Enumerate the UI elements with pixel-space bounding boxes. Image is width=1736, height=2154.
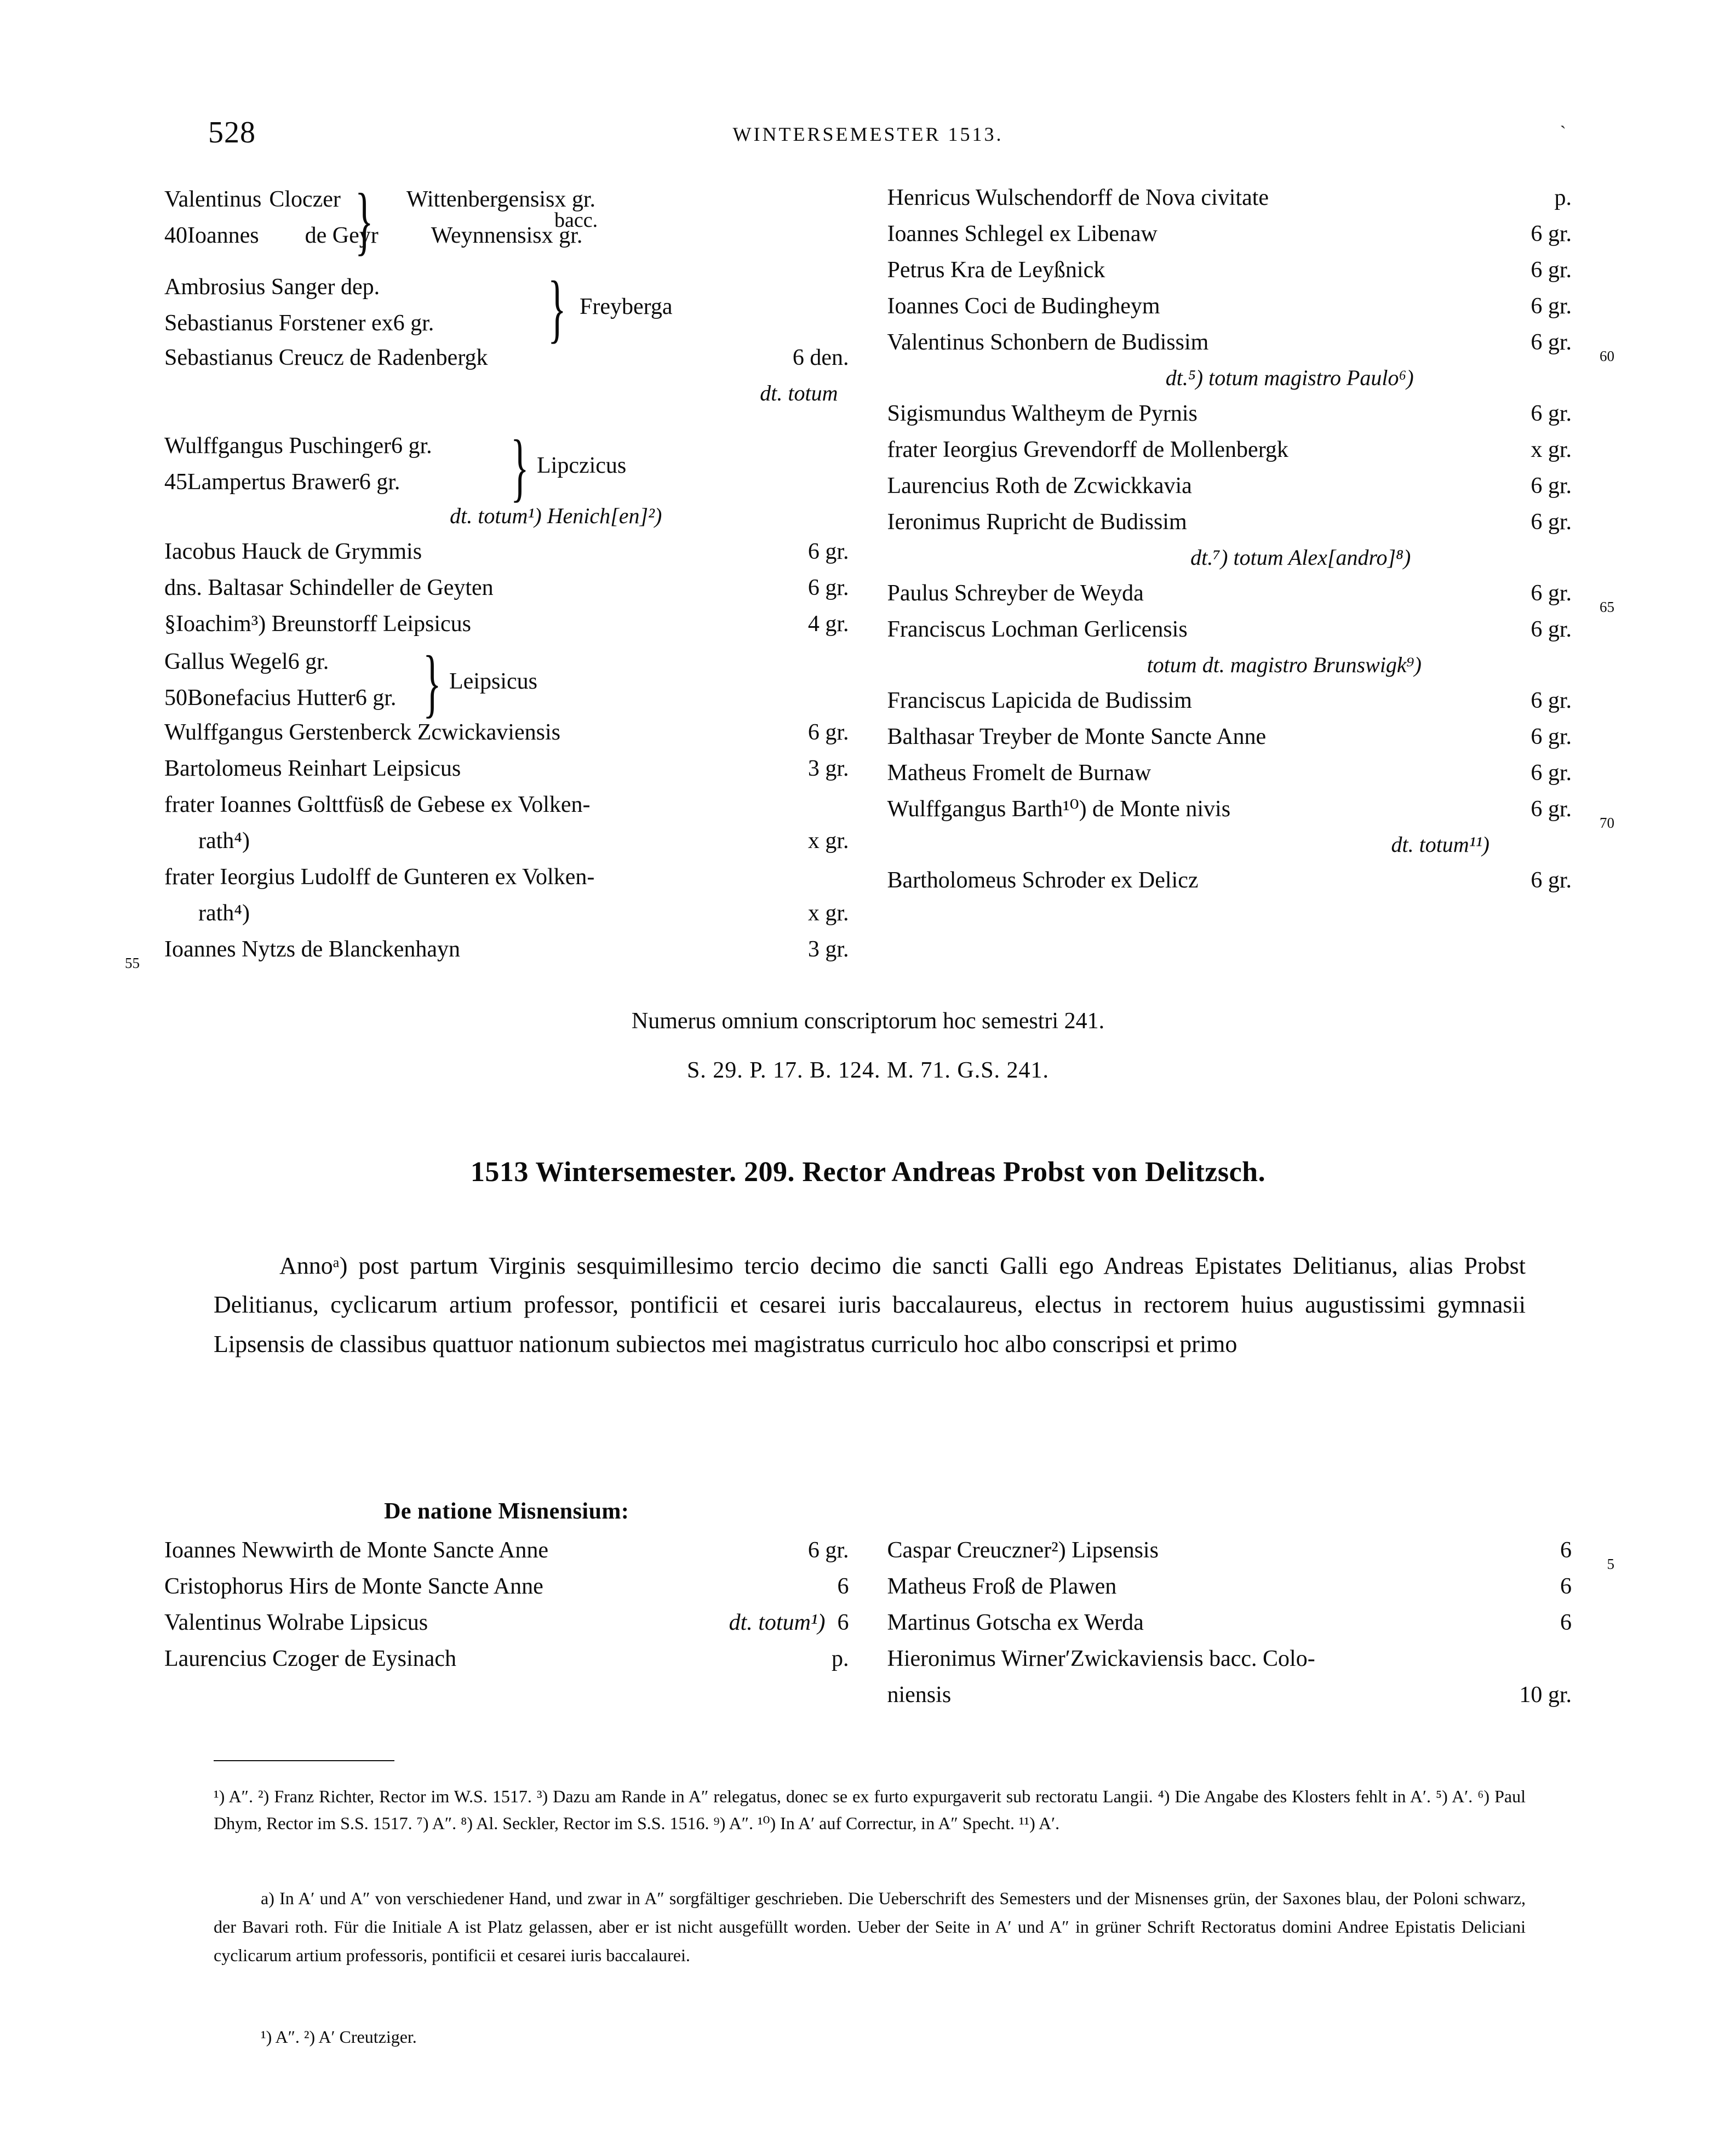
brace-icon: } — [355, 179, 374, 263]
entry-name: Sebastianus Forstener ex — [164, 311, 393, 336]
entry-fee: x gr. — [541, 223, 583, 248]
entry-name: dns. Baltasar Schindeller de Geyten — [164, 575, 494, 600]
line-number: 45 — [164, 469, 187, 495]
line-number: 40 — [164, 223, 187, 248]
matricula-entry — [887, 761, 1572, 798]
entry-name: Laurencius Roth de Zcwickkavia — [887, 473, 1192, 499]
entry-annotation: dt.⁷) totum Alex[andro]⁸) — [1190, 545, 1411, 570]
entry-name: frater Ieorgius Grevendorff de Mollenbergk — [887, 437, 1288, 462]
running-head — [0, 115, 1736, 148]
line-number: 5 — [1607, 1556, 1614, 1572]
entry-name: Petrus Kra de Leyßnick — [887, 257, 1105, 283]
entry-name: Ioannes Schlegel ex Libenaw — [887, 221, 1158, 247]
entry-fee: 3 gr. — [807, 937, 849, 962]
entry-fee: 6 den. — [792, 345, 849, 370]
entry-name: Hieronimus WirnerʹZwickaviensis bacc. Colo- — [887, 1646, 1315, 1671]
entry-fee: 6 — [837, 1574, 849, 1599]
entry-fee: 6 gr. — [1531, 617, 1572, 642]
entry-name: Valentinus Wolrabe Lipsicus — [164, 1610, 428, 1635]
line-number: 55 — [125, 955, 140, 971]
entry-annotation: dt. totum¹) — [729, 1610, 826, 1635]
running-title: WINTERSEMESTER 1513. — [732, 123, 1004, 145]
corner-mark: ` — [1560, 123, 1566, 143]
line-number: 50 — [164, 685, 187, 711]
entry-fee: x gr. — [807, 828, 849, 853]
entry-fee: 6 gr. — [391, 433, 432, 459]
summary-nations-line: S. 29. P. 17. B. 124. M. 71. G.S. 241. — [686, 1058, 1050, 1083]
matricula-entry — [164, 866, 849, 902]
natio-heading: De natione Misnensium: — [384, 1499, 629, 1524]
entry-fee: 6 gr. — [288, 649, 329, 674]
entry-name: §Ioachim³) Breunstorff Leipsicus — [164, 611, 472, 637]
entry-fee: 6 gr. — [807, 539, 849, 564]
matricula-entry — [164, 540, 849, 576]
entry-fee: p. — [1554, 185, 1572, 210]
entry-fee: 6 gr. — [1531, 724, 1572, 749]
brace-group-leipsicus — [164, 641, 849, 726]
entry-fee: 6 gr. — [1531, 294, 1572, 319]
line-number: 65 — [1600, 599, 1614, 615]
entry-fee: 6 gr. — [1531, 868, 1572, 893]
lower-list-columns — [0, 1498, 1736, 1720]
entry-annotation: dt.⁵) totum magistro Paulo⁶) — [1165, 365, 1414, 390]
entry-name: Lampertus Brawer — [187, 469, 359, 495]
brace-group-freyberga — [164, 267, 849, 351]
entry-name: Franciscus Lapicida de Budissim — [887, 688, 1192, 713]
entry-fee: 6 gr. — [1531, 760, 1572, 786]
entry-name: frater Ioannes Golttfüsß de Gebese ex Volken- — [164, 792, 591, 817]
entry-name: Ioannes — [187, 223, 259, 248]
matricula-entry — [887, 186, 1572, 222]
entry-name: Balthasar Treyber de Monte Sancte Anne — [887, 724, 1267, 749]
entry-name: Laurencius Czoger de Eysinach — [164, 1646, 456, 1671]
entry-name: Wulffgangus Puschinger — [164, 433, 391, 459]
matricula-entry — [887, 474, 1572, 511]
entry-brace-label: Lipczicus — [537, 453, 627, 478]
lower-left-column — [164, 1498, 849, 1720]
entry-name: Valentinus Schonbern de Budissim — [887, 330, 1209, 355]
lower-right-column — [887, 1498, 1614, 1720]
matricula-entry-continuation — [164, 902, 849, 938]
entry-name: Ioannes Nytzs de Blanckenhayn — [164, 937, 460, 962]
matricula-entry — [887, 618, 1572, 654]
entry-fee: 6 gr. — [1531, 473, 1572, 499]
matricula-entry — [164, 721, 849, 757]
matricula-entry — [887, 1611, 1572, 1647]
entry-fee: 6 gr. — [1531, 401, 1572, 426]
footnotes-lower-numbered: ¹) A″. ²) A′ Creutziger. — [261, 2027, 417, 2047]
entry-name: Sigismundus Waltheym de Pyrnis — [887, 401, 1198, 426]
line-number: 70 — [1600, 815, 1614, 831]
entry-name: Matheus Fromelt de Burnaw — [887, 760, 1151, 786]
matricula-entry — [887, 725, 1572, 761]
entry-name: rath⁴) — [198, 901, 250, 926]
column-spacer — [887, 1498, 1572, 1539]
matricula-entry — [164, 1611, 849, 1647]
matricula-entry — [164, 793, 849, 829]
entry-name: Bartolomeus Reinhart Leipsicus — [164, 756, 461, 781]
matricula-entry — [887, 295, 1572, 331]
entry-annotation: dt. totum¹) Henich[en]²) — [450, 503, 662, 528]
entry-fee: 6 — [1560, 1610, 1572, 1635]
entry-annotation: dt. totum — [760, 381, 838, 405]
entry-fee: 6 gr. — [355, 685, 397, 711]
matricula-entry — [887, 222, 1572, 259]
matricula-entry — [887, 402, 1572, 438]
entry-fee: 6 gr. — [1531, 330, 1572, 355]
matricula-entry — [887, 259, 1572, 295]
entry-fee: 6 gr. — [807, 720, 849, 745]
brace-group-geyr — [164, 179, 849, 263]
entry-name: Wulffgangus Barth¹⁰) de Monte nivis — [887, 797, 1231, 822]
entry-name: Iacobus Hauck de Grymmis — [164, 539, 422, 564]
matricula-columns — [0, 179, 1736, 974]
entry-brace-label: Freyberga — [580, 294, 673, 319]
entry-name: Ieronimus Rupricht de Budissim — [887, 509, 1187, 535]
entry-place: Weynnensis — [431, 223, 542, 248]
matricula-entry — [164, 576, 849, 612]
entry-name: Paulus Schreyber de Weyda — [887, 581, 1144, 606]
entry-fee: x gr. — [807, 901, 849, 926]
matricula-entry — [164, 1575, 849, 1611]
matricula-entry — [164, 757, 849, 793]
entry-name: rath⁴) — [198, 828, 250, 853]
rector-preamble-paragraph: Annoᵃ) post partum Virginis sesquimillesimo tercio decimo die sancti Galli ego Andreas Epistates Delitianus, alias Probst Delitianus, cyclicarum artium professor, pontificii et cesarei iuris baccalaureus, electus in rectorem huius augustissimi gymnasii Lipsensis de classibus quattuor nationum subiectos mei magistratus curriculo hoc albo conscripsi et primo — [214, 1252, 1526, 1357]
matricula-entry — [887, 581, 1614, 618]
entry-extra: Cloczer — [269, 187, 341, 212]
entry-annotation: totum dt. magistro Brunswigk⁹) — [1147, 652, 1422, 677]
entry-name: Franciscus Lochman Gerlicensis — [887, 617, 1188, 642]
entry-brace-label: de Geyr — [305, 223, 379, 248]
entry-fee: 6 gr. — [807, 575, 849, 600]
entry-place: Wittenbergensis — [406, 187, 555, 212]
entry-fee: 6 gr. — [1531, 688, 1572, 713]
entry-name: Valentinus — [164, 187, 262, 212]
entry-name: Bonefacius Hutter — [187, 685, 356, 711]
entry-fee: 3 gr. — [807, 756, 849, 781]
entry-fee: x gr. — [554, 187, 596, 212]
brace-icon: } — [423, 641, 442, 726]
entry-annotation: dt. totum¹¹) — [1391, 832, 1489, 857]
matricula-entry — [887, 689, 1572, 725]
entry-name: Henricus Wulschendorff de Nova civitate — [887, 185, 1269, 210]
entry-fee: 6 gr. — [1531, 221, 1572, 247]
entry-fee: p. — [832, 1646, 849, 1671]
matricula-entry-continuation — [164, 829, 849, 866]
matricula-entry — [887, 511, 1572, 547]
matricula-entry — [887, 438, 1572, 474]
entry-fee: 6 gr. — [359, 469, 400, 495]
matricula-entry-continuation — [887, 1683, 1572, 1720]
footnote-text: ¹) A″. ²) Franz Richter, Rector im W.S. 1517. ³) Dazu am Rande in A″ relegatus, donec se ex furto expurgaverit sub rectoratu Langii. ⁴) Die Angabe des Klosters fehlt in A′. ⁵) A′. ⁶) Paul Dhym, Rector im S.S. 1517. ⁷) A″. ⁸) Al. Seckler, Rector im S.S. 1516. ⁹) A″. ¹⁰) In A′ auf Correctur, in A″ Specht. ¹¹) A′. — [214, 1786, 1526, 1833]
entry-fee: 6 gr. — [1531, 257, 1572, 283]
entry-name: Sebastianus Creucz de Radenbergk — [164, 345, 488, 370]
bacc-annotation: bacc. — [554, 209, 598, 232]
matricula-entry — [887, 797, 1614, 834]
entry-fee: 4 gr. — [807, 611, 849, 637]
entry-fee: x gr. — [1531, 437, 1572, 462]
entry-name: Martinus Gotscha ex Werda — [887, 1610, 1144, 1635]
entry-fee: 6 — [1560, 1574, 1572, 1599]
line-number: 60 — [1600, 348, 1614, 364]
matricula-entry — [164, 346, 849, 382]
summary-total-line: Numerus omnium conscriptorum hoc semestri 241. — [631, 1009, 1105, 1034]
matricula-entry — [164, 612, 849, 649]
entry-name: Matheus Froß de Plawen — [887, 1574, 1117, 1599]
matricula-entry — [887, 330, 1614, 367]
entry-fee: 6 gr. — [1531, 797, 1572, 822]
entry-name: niensis — [887, 1682, 952, 1708]
brace-group-lipczicus — [164, 426, 849, 510]
entry-name: Ioannes Coci de Budingheym — [887, 294, 1160, 319]
entry-brace-label: Leipsicus — [449, 669, 537, 694]
entry-name: Gallus Wegel — [164, 649, 288, 674]
entry-fee: 6 — [1560, 1538, 1572, 1563]
footnotes-numbered — [214, 1783, 1526, 1836]
matricula-entry — [164, 1647, 849, 1683]
matricula-left-column — [125, 179, 849, 974]
entry-fee: 6 gr. — [1531, 509, 1572, 535]
entry-fee: 10 gr. — [1519, 1682, 1572, 1708]
entry-name: Ambrosius Sanger de — [164, 274, 363, 300]
matricula-entry — [887, 1647, 1572, 1683]
entry-name: Wulffgangus Gerstenberck Zcwickaviensis — [164, 720, 560, 745]
footnote-rule — [214, 1760, 394, 1761]
page-number: 528 — [208, 116, 256, 150]
matricula-entry — [887, 869, 1572, 905]
brace-icon: } — [511, 426, 529, 510]
entry-fee: p. — [362, 274, 380, 300]
brace-icon: } — [548, 267, 566, 351]
entry-name: Cristophorus Hirs de Monte Sancte Anne — [164, 1574, 543, 1599]
matricula-entry — [887, 1538, 1614, 1575]
matricula-entry — [164, 1539, 849, 1575]
matricula-entry — [887, 1575, 1572, 1611]
entry-name: frater Ieorgius Ludolff de Gunteren ex Volken- — [164, 864, 595, 890]
entry-fee: 6 — [837, 1610, 849, 1635]
matricula-entry — [125, 937, 849, 974]
entry-fee: 6 gr. — [807, 1538, 849, 1563]
entry-fee: 6 gr. — [393, 311, 434, 336]
matricula-right-column — [887, 185, 1614, 974]
footnote-a: a) In A′ und A″ von verschiedener Hand, und zwar in A″ sorgfältiger geschrieben. Die Ueberschrift des Semesters und der Misnenses grün, der Saxones blau, der Poloni schwarz, der Bavari roth. Für die Initiale A ist Platz gelassen, aber er ist nicht ausgefüllt worden. Ueber der Seite in A′ und A″ in grüner Schrift Rectoratus domini Andree Epistatis Deliciani cyclicarum artium professoris, pontificii et cesarei iuris baccalaurei. — [214, 1888, 1526, 1965]
entry-fee: 6 gr. — [1531, 581, 1572, 606]
entry-name: Bartholomeus Schroder ex Delicz — [887, 868, 1199, 893]
section-heading: 1513 Wintersemester. 209. Rector Andreas Probst von Delitzsch. — [470, 1156, 1266, 1188]
entry-name: Ioannes Newwirth de Monte Sancte Anne — [164, 1538, 548, 1563]
entry-name: Caspar Creuczner²) Lipsensis — [887, 1538, 1159, 1563]
